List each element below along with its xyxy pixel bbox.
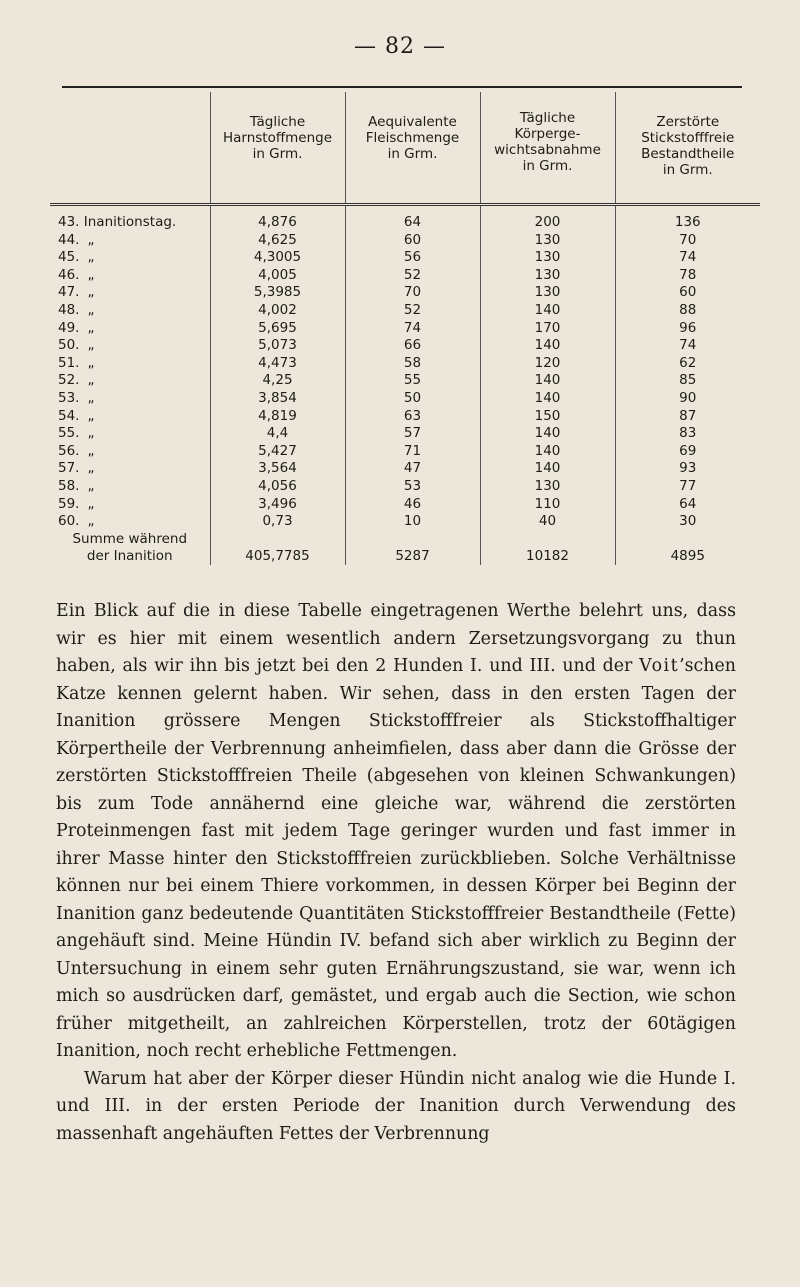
cell-harnstoff: 4,473 <box>210 355 345 373</box>
cell-harnstoff: 5,695 <box>210 320 345 338</box>
cell-abnahme: 140 <box>480 302 615 320</box>
cell-abnahme: 110 <box>480 496 615 514</box>
cell-fleisch: 55 <box>345 372 480 390</box>
day-label: 58. <box>58 477 80 494</box>
cell-zerstoert: 74 <box>615 337 760 355</box>
cell-abnahme: 150 <box>480 408 615 426</box>
cell-fleisch: 71 <box>345 443 480 461</box>
author-name: Voit <box>639 656 680 676</box>
cell-harnstoff: 4,876 <box>210 205 345 232</box>
cell-day <box>50 302 210 320</box>
ditto-mark: „ <box>87 513 95 530</box>
cell-zerstoert: 136 <box>615 205 760 232</box>
cell-abnahme: 130 <box>480 267 615 285</box>
cell-abnahme: 200 <box>480 205 615 232</box>
cell-day <box>50 408 210 426</box>
cell-fleisch: 53 <box>345 478 480 496</box>
table-row <box>50 284 760 302</box>
paragraph-1-part-b: ’schen Katze kennen gelernt haben. Wir sehen, dass in den ersten Tagen der Inanition grössere Mengen Stickstofffreier als Stickstoffhaltiger Körpertheile der Verbrennung anheimfielen, dass aber dann die Grösse der zerstörten Stickstofffreien Theile (abgesehen von kleinen Schwankungen) bis zum Tode annähernd eine gleiche war, während die zerstörten Proteinmengen fast mit jedem Tage geringer wurden und fast immer in ihrer Masse hinter den Stickstofffreien zurückblieben. Solche Verhältnisse können nur bei einem Thiere vorkommen, in dessen Körper bei Beginn der Inanition ganz bedeutende Quantitäten Stickstofffreier Bestandtheile (Fette) angehäuft sind. Meine Hündin IV. befand sich aber wirklich zu Beginn der Untersuchung in einem sehr guten Ernährungszustand, sie war, wenn ich mich so ausdrücken darf, gemästet, und ergab auch die Section, wie schon früher mitgetheilt, an zahlreichen Körperstellen, trotz der 60tägigen Inanition, noch recht erhebliche Fettmengen. <box>56 656 736 1061</box>
day-label: 55. <box>58 425 80 442</box>
body-text <box>56 598 736 1148</box>
cell-fleisch: 64 <box>345 205 480 232</box>
day-label: 53. <box>58 389 80 406</box>
ditto-mark: „ <box>87 301 95 318</box>
ditto-mark: „ <box>87 266 95 283</box>
sum-row <box>50 531 760 565</box>
cell-sum-zerstoert: 4895 <box>615 531 760 565</box>
table-row <box>50 513 760 531</box>
cell-sum-abnahme: 10182 <box>480 531 615 565</box>
ditto-mark: „ <box>87 460 95 477</box>
ditto-mark: „ <box>87 319 95 336</box>
cell-fleisch: 63 <box>345 408 480 426</box>
cell-day <box>50 284 210 302</box>
cell-day <box>50 443 210 461</box>
day-label: 50. <box>58 337 80 354</box>
cell-abnahme: 130 <box>480 232 615 250</box>
header-line: Stickstofffreie <box>641 130 735 146</box>
cell-zerstoert: 90 <box>615 390 760 408</box>
header-abnahme <box>480 92 615 205</box>
cell-fleisch: 52 <box>345 302 480 320</box>
cell-zerstoert: 85 <box>615 372 760 390</box>
table-row <box>50 478 760 496</box>
table-row <box>50 337 760 355</box>
header-line: in Grm. <box>252 146 303 162</box>
cell-zerstoert: 77 <box>615 478 760 496</box>
day-label: 57. <box>58 460 80 477</box>
paragraph-2: Warum hat aber der Körper dieser Hündin nicht analog wie die Hunde I. und III. in der ersten Periode der Inanition durch Verwendung des massenhaft angehäuften Fettes der Verbrennung <box>56 1068 736 1144</box>
header-fleisch <box>345 92 480 205</box>
cell-day <box>50 320 210 338</box>
day-label: 45. <box>58 249 80 266</box>
cell-day <box>50 205 210 232</box>
cell-abnahme: 140 <box>480 390 615 408</box>
cell-harnstoff: 4,25 <box>210 372 345 390</box>
day-label: 48. <box>58 301 80 318</box>
cell-harnstoff: 3,854 <box>210 390 345 408</box>
day-label: 56. <box>58 442 80 459</box>
cell-fleisch: 52 <box>345 267 480 285</box>
cell-abnahme: 140 <box>480 460 615 478</box>
header-line: Tägliche <box>519 110 576 126</box>
table-row <box>50 205 760 232</box>
cell-day <box>50 249 210 267</box>
cell-harnstoff: 4,819 <box>210 408 345 426</box>
cell-zerstoert: 88 <box>615 302 760 320</box>
cell-fleisch: 57 <box>345 425 480 443</box>
header-line: in Grm. <box>662 162 713 178</box>
cell-harnstoff: 3,496 <box>210 496 345 514</box>
day-label: 60. <box>58 513 80 530</box>
table-row <box>50 267 760 285</box>
cell-fleisch: 66 <box>345 337 480 355</box>
cell-fleisch: 74 <box>345 320 480 338</box>
cell-fleisch: 58 <box>345 355 480 373</box>
cell-harnstoff: 4,056 <box>210 478 345 496</box>
paragraph-1 <box>56 598 736 1066</box>
header-line: Fleischmenge <box>365 130 460 146</box>
cell-day <box>50 337 210 355</box>
day-label: 59. <box>58 495 80 512</box>
cell-abnahme: 140 <box>480 425 615 443</box>
table-row <box>50 443 760 461</box>
cell-abnahme: 120 <box>480 355 615 373</box>
cell-zerstoert: 62 <box>615 355 760 373</box>
cell-abnahme: 130 <box>480 249 615 267</box>
cell-day <box>50 355 210 373</box>
cell-harnstoff: 4,4 <box>210 425 345 443</box>
cell-abnahme: 140 <box>480 443 615 461</box>
cell-zerstoert: 30 <box>615 513 760 531</box>
header-line: in Grm. <box>522 158 573 174</box>
ditto-mark: „ <box>87 442 95 459</box>
cell-day <box>50 372 210 390</box>
header-line: Aequivalente <box>368 114 457 130</box>
ditto-mark: „ <box>87 354 95 371</box>
cell-harnstoff: 5,3985 <box>210 284 345 302</box>
cell-day <box>50 267 210 285</box>
cell-zerstoert: 64 <box>615 496 760 514</box>
cell-zerstoert: 93 <box>615 460 760 478</box>
cell-zerstoert: 69 <box>615 443 760 461</box>
cell-abnahme: 130 <box>480 478 615 496</box>
header-line: Körperge- <box>514 126 581 142</box>
day-label: 52. <box>58 372 80 389</box>
cell-zerstoert: 83 <box>615 425 760 443</box>
header-line: Tägliche <box>249 114 306 130</box>
day-label: 46. <box>58 266 80 283</box>
cell-day <box>50 513 210 531</box>
table-row <box>50 496 760 514</box>
cell-zerstoert: 87 <box>615 408 760 426</box>
data-table <box>50 92 760 565</box>
header-line: Bestandtheile <box>641 146 735 162</box>
table-header-row <box>50 92 760 205</box>
table-row <box>50 355 760 373</box>
header-stub <box>50 92 210 205</box>
cell-harnstoff: 4,3005 <box>210 249 345 267</box>
ditto-mark: „ <box>87 407 95 424</box>
table-row <box>50 425 760 443</box>
ditto-mark: „ <box>87 372 95 389</box>
cell-day <box>50 478 210 496</box>
cell-sum-harnstoff: 405,7785 <box>210 531 345 565</box>
cell-harnstoff: 0,73 <box>210 513 345 531</box>
ditto-mark: „ <box>87 231 95 248</box>
cell-day <box>50 425 210 443</box>
cell-harnstoff: 5,427 <box>210 443 345 461</box>
header-line: in Grm. <box>387 146 438 162</box>
cell-sum-fleisch: 5287 <box>345 531 480 565</box>
cell-fleisch: 60 <box>345 232 480 250</box>
cell-sum-label <box>50 531 210 565</box>
ditto-mark: „ <box>87 249 95 266</box>
header-zerstoert <box>615 92 760 205</box>
cell-harnstoff: 4,625 <box>210 232 345 250</box>
ditto-mark: „ <box>87 284 95 301</box>
table-row <box>50 302 760 320</box>
table-row <box>50 232 760 250</box>
day-label: 49. <box>58 319 80 336</box>
page-number: — 82 — <box>354 34 446 59</box>
header-line: Zerstörte <box>656 114 720 130</box>
cell-abnahme: 130 <box>480 284 615 302</box>
day-label: 43. Inanitionstag. <box>58 214 177 230</box>
day-label: 47. <box>58 284 80 301</box>
cell-zerstoert: 74 <box>615 249 760 267</box>
cell-fleisch: 47 <box>345 460 480 478</box>
header-line: wichtsabnahme <box>494 142 601 158</box>
cell-zerstoert: 96 <box>615 320 760 338</box>
day-label: 51. <box>58 354 80 371</box>
cell-fleisch: 56 <box>345 249 480 267</box>
cell-abnahme: 140 <box>480 372 615 390</box>
cell-fleisch: 10 <box>345 513 480 531</box>
ditto-mark: „ <box>87 477 95 494</box>
ditto-mark: „ <box>87 337 95 354</box>
cell-day <box>50 232 210 250</box>
table-row <box>50 320 760 338</box>
header-line: Harnstoffmenge <box>222 130 333 146</box>
sum-label-line1: Summe während <box>72 530 188 547</box>
cell-fleisch: 46 <box>345 496 480 514</box>
header-harnstoff <box>210 92 345 205</box>
cell-harnstoff: 4,005 <box>210 267 345 285</box>
top-rule <box>62 86 742 88</box>
cell-zerstoert: 78 <box>615 267 760 285</box>
table-row <box>50 460 760 478</box>
table-body <box>50 205 760 565</box>
sum-label-line2: der Inanition <box>86 547 173 564</box>
cell-harnstoff: 3,564 <box>210 460 345 478</box>
cell-fleisch: 70 <box>345 284 480 302</box>
cell-day <box>50 460 210 478</box>
cell-abnahme: 40 <box>480 513 615 531</box>
ditto-mark: „ <box>87 389 95 406</box>
day-label: 54. <box>58 407 80 424</box>
cell-harnstoff: 5,073 <box>210 337 345 355</box>
table-row <box>50 390 760 408</box>
cell-day <box>50 496 210 514</box>
ditto-mark: „ <box>87 495 95 512</box>
cell-abnahme: 140 <box>480 337 615 355</box>
table-row <box>50 249 760 267</box>
cell-abnahme: 170 <box>480 320 615 338</box>
paragraph-1-part-a: Ein Blick auf die in diese Tabelle eingetragenen Werthe belehrt uns, dass wir es hier mit einem wesentlich andern Zersetzungsvorgang zu thun haben, als wir ihn bis jetzt bei den 2 Hunden I. und III. und der <box>56 601 736 676</box>
table-row <box>50 408 760 426</box>
ditto-mark: „ <box>87 425 95 442</box>
cell-fleisch: 50 <box>345 390 480 408</box>
cell-zerstoert: 70 <box>615 232 760 250</box>
cell-harnstoff: 4,002 <box>210 302 345 320</box>
cell-zerstoert: 60 <box>615 284 760 302</box>
cell-day <box>50 390 210 408</box>
day-label: 44. <box>58 231 80 248</box>
table-row <box>50 372 760 390</box>
